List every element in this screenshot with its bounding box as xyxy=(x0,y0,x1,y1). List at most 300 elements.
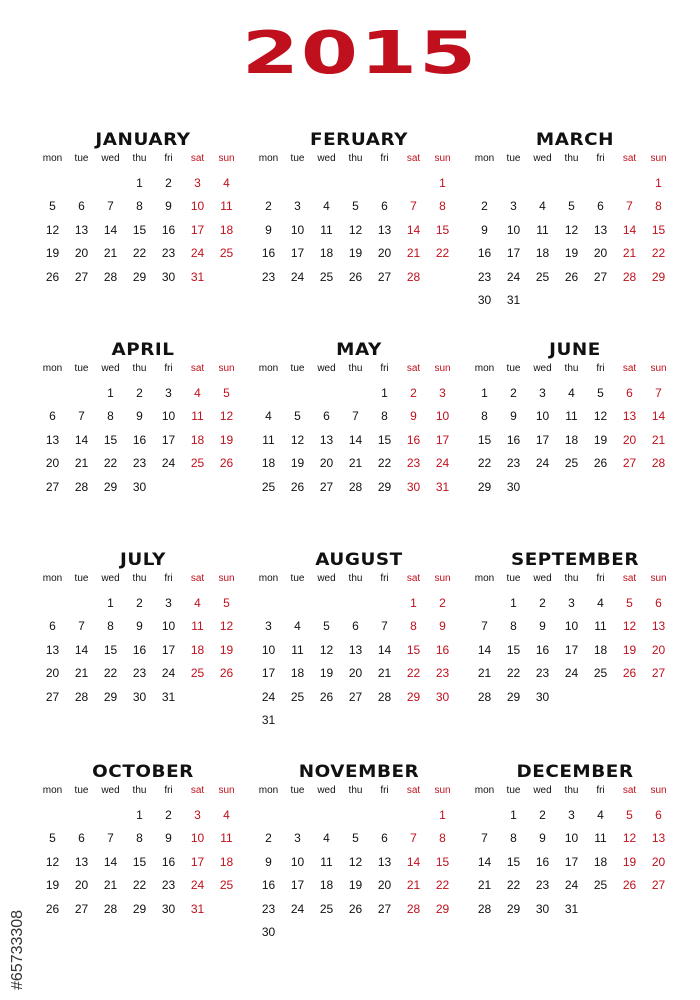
weekday-label: wed xyxy=(533,573,552,584)
day-cell: 23 xyxy=(132,666,147,681)
day-cell: 24 xyxy=(161,456,176,471)
day-cell: 30 xyxy=(406,479,421,494)
day-cell: 13 xyxy=(74,222,89,237)
weekday-label: fri xyxy=(596,153,605,164)
day-cell: 23 xyxy=(435,666,450,681)
weekday-label: fri xyxy=(380,153,389,164)
weekday-label: tue xyxy=(74,363,89,374)
day-cell: 10 xyxy=(564,619,579,634)
weekday-label: wed xyxy=(101,573,120,584)
day-cell: 21 xyxy=(651,432,666,447)
day-cell: 14 xyxy=(103,854,118,869)
day-cell: 14 xyxy=(74,642,89,657)
day-cell: 12 xyxy=(290,432,305,447)
day-cell: 27 xyxy=(45,479,60,494)
day-cell: 15 xyxy=(132,222,147,237)
day-cell: 20 xyxy=(651,642,666,657)
day-cell xyxy=(212,266,241,289)
week-row xyxy=(470,615,680,638)
day-cell: 28 xyxy=(377,689,392,704)
day-cell: 15 xyxy=(506,642,521,657)
day-cell: 30 xyxy=(132,689,147,704)
day-cell xyxy=(470,592,499,615)
weekday-header xyxy=(470,152,680,166)
day-cell: 10 xyxy=(190,199,205,214)
week-row xyxy=(38,242,248,265)
day-cell xyxy=(644,476,673,499)
day-cell: 16 xyxy=(535,854,550,869)
day-cell: 3 xyxy=(165,596,172,610)
day-cell xyxy=(341,804,370,827)
day-cell: 27 xyxy=(74,901,89,916)
day-cell: 9 xyxy=(136,409,143,424)
weekday-label: sat xyxy=(190,153,205,164)
day-cell: 17 xyxy=(161,432,176,447)
day-cell: 17 xyxy=(190,854,205,869)
weekday-label: sat xyxy=(622,153,637,164)
day-cell xyxy=(254,382,283,405)
day-cell xyxy=(312,921,341,944)
week-row xyxy=(38,615,248,638)
day-cell: 11 xyxy=(320,854,333,869)
weekday-label: thu xyxy=(132,573,147,584)
weekday-label: fri xyxy=(164,153,173,164)
day-cell: 14 xyxy=(651,409,666,424)
day-cell: 16 xyxy=(132,642,147,657)
day-cell: 15 xyxy=(377,432,392,447)
day-cell: 27 xyxy=(377,269,392,284)
day-cell: 15 xyxy=(103,432,118,447)
day-cell: 12 xyxy=(593,409,608,424)
day-cell: 25 xyxy=(535,269,550,284)
day-cell: 4 xyxy=(194,386,201,400)
day-cell: 16 xyxy=(132,432,147,447)
weekday-label: wed xyxy=(317,573,336,584)
day-cell xyxy=(312,709,341,732)
day-cell: 27 xyxy=(319,479,334,494)
weekday-label: wed xyxy=(317,363,336,374)
day-cell: 31 xyxy=(564,901,579,916)
week-row xyxy=(38,405,248,428)
day-cell: 11 xyxy=(536,222,549,237)
day-cell: 3 xyxy=(568,808,575,822)
day-cell: 1 xyxy=(410,596,417,610)
weekday-header xyxy=(254,784,464,798)
day-cell xyxy=(283,804,312,827)
weekday-label: thu xyxy=(132,363,147,374)
day-cell: 19 xyxy=(219,432,234,447)
month-name: APRIL xyxy=(111,340,175,360)
week-row xyxy=(38,195,248,218)
weekday-label: thu xyxy=(348,573,363,584)
day-cell: 28 xyxy=(622,269,637,284)
day-cell: 13 xyxy=(45,642,60,657)
day-cell: 11 xyxy=(291,642,304,657)
day-cell: 20 xyxy=(593,246,608,261)
day-cell: 7 xyxy=(410,199,417,214)
day-cell: 24 xyxy=(564,878,579,893)
day-cell: 25 xyxy=(319,269,334,284)
weekday-label: tue xyxy=(290,153,305,164)
day-cell: 29 xyxy=(103,479,118,494)
day-cell: 8 xyxy=(655,199,662,214)
day-cell: 21 xyxy=(377,666,392,681)
day-cell: 13 xyxy=(45,432,60,447)
week-row xyxy=(254,266,464,289)
weekday-label: sat xyxy=(190,573,205,584)
day-cell: 28 xyxy=(74,479,89,494)
weekday-header xyxy=(470,784,680,798)
day-cell: 6 xyxy=(323,409,330,424)
day-cell: 17 xyxy=(564,854,579,869)
week-row xyxy=(254,874,464,897)
day-cell xyxy=(586,172,615,195)
day-cell: 20 xyxy=(74,878,89,893)
day-cell: 4 xyxy=(568,386,575,400)
week-row xyxy=(470,429,680,452)
day-cell: 11 xyxy=(191,619,204,634)
day-cell: 26 xyxy=(622,666,637,681)
day-cell xyxy=(212,898,241,921)
day-cell xyxy=(470,172,499,195)
day-cell: 20 xyxy=(45,456,60,471)
weekday-label: sun xyxy=(434,153,451,164)
weekday-header xyxy=(38,784,248,798)
weekday-label: fri xyxy=(596,363,605,374)
weekday-label: sun xyxy=(650,785,667,796)
day-cell: 22 xyxy=(132,878,147,893)
day-cell xyxy=(615,686,644,709)
day-cell: 23 xyxy=(261,901,276,916)
day-cell: 9 xyxy=(265,854,272,869)
day-cell: 21 xyxy=(406,878,421,893)
day-cell: 6 xyxy=(49,409,56,424)
day-cell: 2 xyxy=(510,386,517,400)
weekday-label: mon xyxy=(474,573,495,584)
day-cell: 1 xyxy=(510,596,517,610)
day-cell: 25 xyxy=(261,479,276,494)
week-row xyxy=(254,242,464,265)
day-cell xyxy=(38,172,67,195)
weekday-label: thu xyxy=(348,363,363,374)
day-cell: 2 xyxy=(481,199,488,214)
day-cell: 9 xyxy=(539,619,546,634)
day-cell: 19 xyxy=(45,246,60,261)
day-cell: 7 xyxy=(410,831,417,846)
day-cell: 1 xyxy=(381,386,388,400)
day-cell: 4 xyxy=(294,619,301,634)
weekday-label: mon xyxy=(42,363,63,374)
day-cell: 19 xyxy=(564,246,579,261)
day-cell: 26 xyxy=(219,666,234,681)
day-cell: 12 xyxy=(564,222,579,237)
day-cell: 25 xyxy=(593,878,608,893)
day-cell: 4 xyxy=(323,831,330,846)
day-cell: 18 xyxy=(319,246,334,261)
weekday-label: wed xyxy=(317,153,336,164)
week-row xyxy=(470,874,680,897)
weekday-label: mon xyxy=(474,153,495,164)
day-cell xyxy=(96,804,125,827)
weekday-header xyxy=(254,362,464,376)
day-cell xyxy=(528,172,557,195)
weekday-label: tue xyxy=(506,785,521,796)
weekday-label: thu xyxy=(348,153,363,164)
day-cell: 22 xyxy=(506,666,521,681)
day-cell: 13 xyxy=(593,222,608,237)
weekday-label: wed xyxy=(101,153,120,164)
day-cell: 13 xyxy=(74,854,89,869)
day-cell: 23 xyxy=(477,269,492,284)
day-cell: 7 xyxy=(107,831,114,846)
day-cell: 10 xyxy=(161,619,176,634)
day-cell: 7 xyxy=(481,831,488,846)
week-row xyxy=(470,476,680,499)
day-cell: 19 xyxy=(348,878,363,893)
month-name: SEPTEMBER xyxy=(510,550,640,570)
week-row xyxy=(470,242,680,265)
weekday-label: sat xyxy=(406,153,421,164)
day-cell: 20 xyxy=(622,432,637,447)
day-cell xyxy=(399,804,428,827)
week-row xyxy=(470,639,680,662)
day-cell xyxy=(470,804,499,827)
day-cell: 17 xyxy=(506,246,521,261)
day-cell: 10 xyxy=(161,409,176,424)
day-cell xyxy=(254,172,283,195)
day-cell xyxy=(312,804,341,827)
day-cell: 24 xyxy=(506,269,521,284)
day-cell: 22 xyxy=(506,878,521,893)
day-cell: 22 xyxy=(435,878,450,893)
day-cell xyxy=(183,476,212,499)
weekday-label: mon xyxy=(258,785,279,796)
weekday-label: fri xyxy=(380,785,389,796)
week-row xyxy=(470,195,680,218)
week-row xyxy=(38,686,248,709)
week-row xyxy=(38,827,248,850)
day-cell: 5 xyxy=(352,199,359,214)
week-row xyxy=(38,662,248,685)
day-cell xyxy=(283,382,312,405)
day-cell: 3 xyxy=(510,199,517,214)
week-row xyxy=(254,921,464,944)
day-cell xyxy=(586,898,615,921)
week-row xyxy=(38,382,248,405)
week-row xyxy=(254,709,464,732)
day-cell xyxy=(38,382,67,405)
weekday-label: tue xyxy=(506,363,521,374)
day-cell: 19 xyxy=(219,642,234,657)
day-cell: 26 xyxy=(593,456,608,471)
day-cell: 25 xyxy=(593,666,608,681)
day-cell: 21 xyxy=(348,456,363,471)
day-cell: 22 xyxy=(435,246,450,261)
day-cell: 9 xyxy=(481,222,488,237)
day-cell: 9 xyxy=(410,409,417,424)
day-cell: 1 xyxy=(136,176,143,190)
day-cell xyxy=(283,921,312,944)
day-cell: 18 xyxy=(190,432,205,447)
day-cell: 30 xyxy=(435,689,450,704)
day-cell: 26 xyxy=(622,878,637,893)
day-cell: 2 xyxy=(136,386,143,400)
day-cell: 25 xyxy=(219,878,234,893)
day-cell: 1 xyxy=(136,808,143,822)
day-cell: 17 xyxy=(190,222,205,237)
day-cell: 16 xyxy=(161,854,176,869)
day-cell: 28 xyxy=(103,901,118,916)
weekday-label: sat xyxy=(622,363,637,374)
weekday-label: fri xyxy=(380,363,389,374)
week-row xyxy=(470,382,680,405)
day-cell: 21 xyxy=(622,246,637,261)
weekday-header xyxy=(254,572,464,586)
weekday-label: sun xyxy=(218,363,235,374)
month-december xyxy=(470,762,680,921)
day-cell: 6 xyxy=(78,199,85,214)
day-cell: 23 xyxy=(161,878,176,893)
day-cell: 29 xyxy=(132,901,147,916)
day-cell: 21 xyxy=(477,878,492,893)
weekday-label: tue xyxy=(290,363,305,374)
weekday-label: thu xyxy=(564,153,579,164)
weekday-label: tue xyxy=(506,573,521,584)
day-cell: 9 xyxy=(539,831,546,846)
weekday-label: sat xyxy=(622,573,637,584)
month-name: MARCH xyxy=(535,130,615,150)
day-cell xyxy=(312,172,341,195)
day-cell: 2 xyxy=(136,596,143,610)
day-cell: 3 xyxy=(194,176,201,190)
day-cell: 10 xyxy=(506,222,521,237)
day-cell: 17 xyxy=(535,432,550,447)
day-cell: 15 xyxy=(435,854,450,869)
weekday-label: mon xyxy=(474,785,495,796)
day-cell: 29 xyxy=(406,689,421,704)
day-cell: 27 xyxy=(622,456,637,471)
day-cell: 14 xyxy=(477,854,492,869)
day-cell: 20 xyxy=(348,666,363,681)
week-row xyxy=(254,195,464,218)
day-cell: 12 xyxy=(348,222,363,237)
day-cell xyxy=(615,289,644,312)
day-cell: 4 xyxy=(223,808,230,822)
week-row xyxy=(254,615,464,638)
day-cell xyxy=(615,476,644,499)
day-cell: 12 xyxy=(622,619,637,634)
day-cell xyxy=(67,382,96,405)
day-cell: 16 xyxy=(261,246,276,261)
day-cell: 20 xyxy=(319,456,334,471)
day-cell: 24 xyxy=(290,269,305,284)
week-row xyxy=(38,898,248,921)
week-row xyxy=(254,382,464,405)
day-cell: 4 xyxy=(597,596,604,610)
day-cell: 6 xyxy=(49,619,56,634)
day-cell: 8 xyxy=(510,831,517,846)
day-cell: 4 xyxy=(539,199,546,214)
day-cell: 14 xyxy=(103,222,118,237)
day-cell xyxy=(528,289,557,312)
weekday-label: sat xyxy=(190,785,205,796)
weekday-label: sat xyxy=(406,363,421,374)
day-cell: 19 xyxy=(622,854,637,869)
day-cell: 3 xyxy=(194,808,201,822)
day-cell: 9 xyxy=(265,222,272,237)
day-cell: 8 xyxy=(510,619,517,634)
day-cell: 3 xyxy=(539,386,546,400)
day-cell: 12 xyxy=(219,619,234,634)
day-cell: 12 xyxy=(45,222,60,237)
day-cell: 27 xyxy=(593,269,608,284)
day-cell: 5 xyxy=(626,596,633,610)
day-cell xyxy=(428,709,457,732)
week-row xyxy=(470,289,680,312)
day-cell xyxy=(96,172,125,195)
day-cell xyxy=(528,476,557,499)
weekday-label: sun xyxy=(434,363,451,374)
day-cell: 27 xyxy=(45,689,60,704)
day-cell xyxy=(341,921,370,944)
watermark-text: #65733308 xyxy=(9,909,26,990)
week-row xyxy=(38,639,248,662)
day-cell: 17 xyxy=(261,666,276,681)
day-cell xyxy=(644,898,673,921)
day-cell: 21 xyxy=(74,456,89,471)
day-cell: 2 xyxy=(439,596,446,610)
day-cell: 21 xyxy=(477,666,492,681)
weekday-label: mon xyxy=(42,153,63,164)
month-name: OCTOBER xyxy=(92,762,194,782)
day-cell: 15 xyxy=(132,854,147,869)
day-cell: 12 xyxy=(45,854,60,869)
weekday-label: wed xyxy=(101,785,120,796)
weekday-label: sat xyxy=(190,363,205,374)
day-cell xyxy=(370,709,399,732)
day-cell: 25 xyxy=(190,456,205,471)
weekday-label: sun xyxy=(650,363,667,374)
day-cell: 7 xyxy=(481,619,488,634)
day-cell xyxy=(644,289,673,312)
week-row xyxy=(470,219,680,242)
day-cell: 28 xyxy=(651,456,666,471)
weekday-header xyxy=(38,362,248,376)
week-row xyxy=(254,219,464,242)
day-cell: 11 xyxy=(320,222,333,237)
day-cell: 2 xyxy=(539,596,546,610)
day-cell: 10 xyxy=(290,222,305,237)
day-cell: 11 xyxy=(594,831,607,846)
weekday-header xyxy=(38,152,248,166)
weekday-label: tue xyxy=(74,785,89,796)
day-cell: 30 xyxy=(161,269,176,284)
day-cell xyxy=(312,592,341,615)
year-title: 2015 xyxy=(241,18,479,88)
day-cell: 19 xyxy=(290,456,305,471)
weekday-label: mon xyxy=(42,573,63,584)
day-cell: 23 xyxy=(132,456,147,471)
day-cell: 31 xyxy=(190,901,205,916)
day-cell: 13 xyxy=(319,432,334,447)
week-row xyxy=(38,219,248,242)
week-row xyxy=(254,172,464,195)
month-march xyxy=(470,130,680,312)
day-cell: 24 xyxy=(261,689,276,704)
weekday-header xyxy=(470,572,680,586)
month-august xyxy=(254,550,464,732)
day-cell: 12 xyxy=(319,642,334,657)
